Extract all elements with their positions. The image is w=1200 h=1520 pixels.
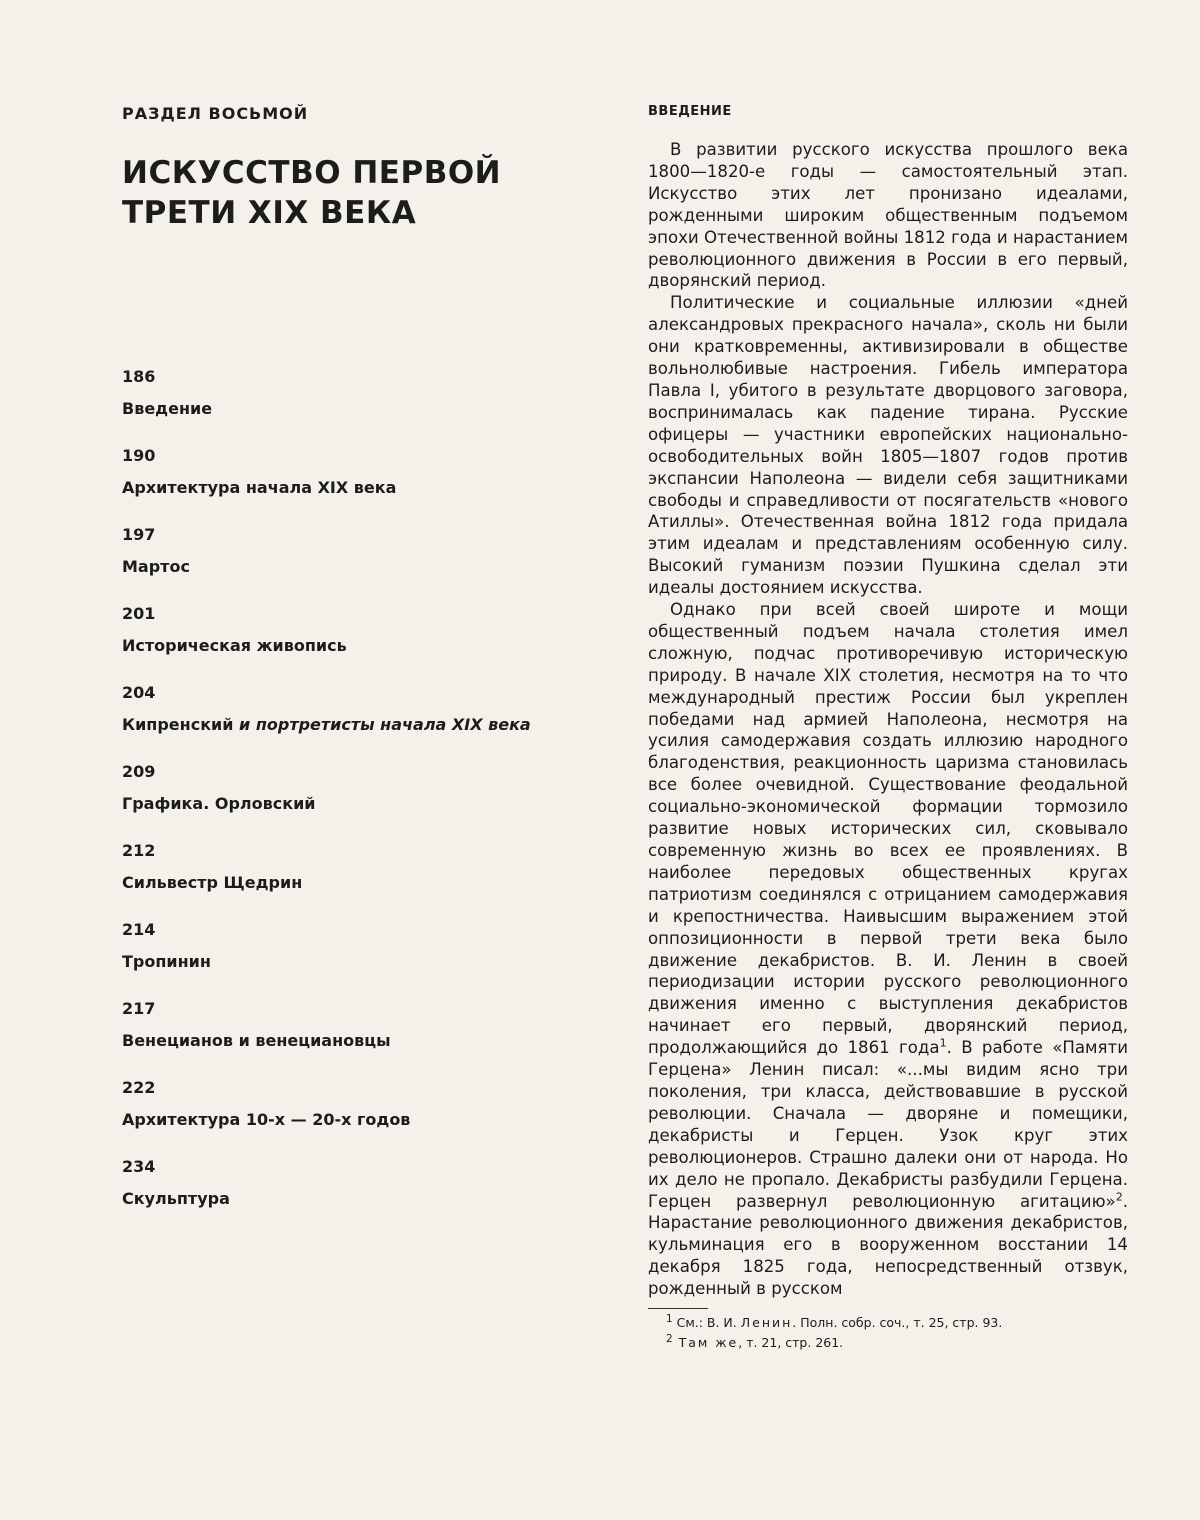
footnote-divider (648, 1308, 708, 1309)
toc-entry (122, 603, 622, 682)
toc-entry (122, 1156, 622, 1235)
toc-title: Венецианов и венециановцы (122, 1031, 391, 1050)
toc-title: Историческая живопись (122, 636, 347, 655)
paragraph-1: В развитии русского искусства прошлого века 1800—1820-е годы — самостоятельный этап. Искусство этих лет пронизано идеалами, рожденными широким общественным подъемом эпохи Отечественной войны 1812 года и нарастанием революционного движения в России в его первый, дворянский период. (648, 140, 1128, 291)
section-header (122, 104, 602, 233)
toc-title: Введение (122, 399, 213, 418)
chapter-title (122, 153, 602, 233)
introduction-heading: ВВЕДЕНИЕ (648, 104, 732, 119)
toc-page-number: 197 (122, 525, 156, 544)
toc-page-number: 214 (122, 920, 156, 939)
paragraph-2: Политические и социальные иллюзии «дней александровых прекрасного начала», сколь ни были они кратковременны, активизировали в обществе вольнолюбивые настроения. Гибель императора Павла I, убитого в результате дворцового заговора, воспринималась как падение тирана. Русские офицеры — участники европейских национально-освободительных войн 1805—1807 годов против экспансии Наполеона — видели себя защитниками свободы и справедливости от посягательств «нового Атиллы». Отечественная война 1812 года придала этим идеалам и представлениям особенную силу. Высокий гуманизм поэзии Пушкина сделал эти идеалы достоянием искусства. (648, 293, 1128, 598)
toc-title-italic-part: и портретисты начала XIX века (233, 715, 531, 734)
toc-title: Тропинин (122, 952, 211, 971)
paragraph-3-part-b: . В работе «Памяти Герцена» Ленин писал: «...мы видим ясно три поколения, три класса, действовавшие в русской революции. Сначала — дворяне и помещики, декабристы и Герцен. Узок круг этих революционеров. Страшно далеки они от народа. Но их дело не пропало. Декабристы разбудили Герцена. Герцен развернул революционную агитацию» (648, 1038, 1128, 1211)
toc-page-number: 217 (122, 999, 156, 1018)
footnote-text: Там же (672, 1335, 739, 1351)
introduction-column (648, 104, 1128, 1351)
paragraph-3 (648, 599, 1128, 1300)
toc-title: Мартос (122, 557, 190, 576)
toc-entry (122, 1077, 622, 1156)
toc-page-number: 190 (122, 446, 156, 465)
chapter-title-line2: ТРЕТИ XIX ВЕКА (122, 195, 417, 231)
toc-entry (122, 524, 622, 603)
paragraph-3-part-c: . Нарастание революционного движения декабристов, кульминация его в вооруженном восстании 14 декабря 1825 года, непосредственный отзвук, рожденный в русском (648, 1191, 1128, 1299)
toc-page-number: 212 (122, 841, 156, 860)
toc-page-number: 201 (122, 604, 156, 623)
footnote-text: , т. 21, стр. 261. (738, 1335, 844, 1351)
toc-title: Архитектура начала XIX века (122, 478, 397, 497)
toc-page-number: 209 (122, 762, 156, 781)
section-label: РАЗДЕЛ ВОСЬМОЙ (122, 104, 309, 123)
table-of-contents (122, 366, 622, 1235)
toc-title: Сильвестр Щедрин (122, 873, 303, 892)
toc-entry (122, 682, 622, 761)
toc-entry (122, 445, 622, 524)
toc-entry (122, 919, 622, 998)
paragraph-3-part-a: Однако при всей своей широте и мощи общественный подъем начала столетия имел сложную, подчас противоречивую историческую природу. В начале XIX столетия, несмотря на то что международный престиж России был укреплен победами над армией Наполеона, несмотря на усилия самодержавия создать иллюзию народного благоденствия, реакционность царизма становилась все более очевидной. Существование феодальной социально-экономической формации тормозило развитие новых исторических сил, сковывало современную жизнь во всех ее проявлениях. В наиболее передовых общественных кругах патриотизм соединялся с отрицанием самодержавия и крепостничества. Наивысшим выражением этой оппозиционности в первой трети века было движение декабристов. В. И. Ленин в своей периодизации истории русского революционного движения именно с выступления декабристов начинает его первый, дворянский период, продолжающийся до 1861 года (648, 600, 1128, 1058)
chapter-title-line1: ИСКУССТВО ПЕРВОЙ (122, 155, 502, 191)
footnote-1 (666, 1311, 1128, 1331)
footnote-ref-2: 2 (1115, 1189, 1123, 1203)
toc-entry (122, 840, 622, 919)
footnote-ref-1: 1 (939, 1036, 947, 1050)
footnote-number: 1 (666, 1313, 673, 1326)
toc-title: Графика. Орловский (122, 794, 316, 813)
toc-entry (122, 998, 622, 1077)
toc-page-number: 222 (122, 1078, 156, 1097)
footnote-number: 2 (666, 1333, 673, 1346)
toc-title: Скульптура (122, 1189, 230, 1208)
toc-entry (122, 761, 622, 840)
footnote-text: . Полн. собр. соч., т. 25, стр. 93. (792, 1315, 1003, 1331)
toc-page-number: 204 (122, 683, 156, 702)
footnote-2 (666, 1331, 1128, 1351)
toc-title: Архитектура 10-х — 20-х годов (122, 1110, 411, 1129)
body-text (648, 139, 1128, 1300)
toc-title-part: Кипренский (122, 715, 234, 734)
footnote-author: Ленин (740, 1315, 793, 1331)
toc-entry (122, 366, 622, 445)
footnote-text: См.: В. И. (672, 1315, 741, 1331)
footnotes (648, 1311, 1128, 1351)
toc-page-number: 186 (122, 367, 156, 386)
toc-title (122, 714, 622, 736)
toc-page-number: 234 (122, 1157, 156, 1176)
